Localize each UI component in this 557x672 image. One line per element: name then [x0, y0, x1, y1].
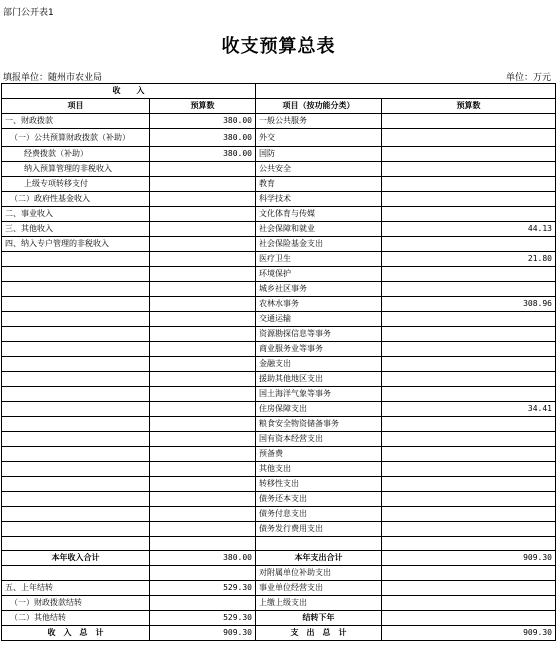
expense-item: 住房保障支出	[256, 402, 382, 417]
table-row	[2, 581, 556, 596]
income-item	[2, 402, 150, 417]
income-grand-value: 909.30	[150, 626, 256, 641]
expense-grand-value: 909.30	[382, 626, 556, 641]
budget-table	[1, 83, 556, 641]
expense-amount	[382, 447, 556, 462]
table-row	[2, 477, 556, 492]
reporting-unit: 填报单位：随州市农业局	[3, 73, 103, 83]
expense-item: 城乡社区事务	[256, 282, 382, 297]
table-row	[2, 177, 556, 192]
income-item	[2, 566, 150, 581]
income-amount: 529.30	[150, 581, 256, 596]
income-amount	[150, 192, 256, 207]
table-row	[2, 537, 556, 551]
table-row	[2, 312, 556, 327]
table-row	[2, 129, 556, 147]
income-item	[2, 312, 150, 327]
expense-item: 粮食安全物资储备事务	[256, 417, 382, 432]
expense-amount: 21.80	[382, 252, 556, 267]
expense-total-label: 本年支出合计	[256, 551, 382, 566]
expense-header	[256, 84, 556, 99]
expense-amount	[382, 207, 556, 222]
expense-amount-header: 预算数	[382, 99, 556, 114]
income-amount	[150, 492, 256, 507]
expense-amount	[382, 282, 556, 297]
income-amount	[150, 447, 256, 462]
expense-amount	[382, 462, 556, 477]
expense-amount	[382, 432, 556, 447]
table-row	[2, 596, 556, 611]
income-amount	[150, 222, 256, 237]
income-total-label: 本年收入合计	[2, 551, 150, 566]
expense-item: 债务付息支出	[256, 507, 382, 522]
doc-label: 部门公开表1	[3, 8, 54, 18]
income-item	[2, 327, 150, 342]
expense-amount	[382, 611, 556, 626]
income-item: 一、财政拨款	[2, 114, 150, 129]
table-row	[2, 402, 556, 417]
expense-amount	[382, 387, 556, 402]
expense-amount	[382, 327, 556, 342]
table-row	[2, 192, 556, 207]
income-amount	[150, 372, 256, 387]
income-amount	[150, 387, 256, 402]
income-item	[2, 252, 150, 267]
table-row	[2, 282, 556, 297]
expense-item: 资源勘探信息等事务	[256, 327, 382, 342]
income-item	[2, 432, 150, 447]
income-amount	[150, 312, 256, 327]
income-item: 三、其他收入	[2, 222, 150, 237]
expense-item: 国土海洋气象等事务	[256, 387, 382, 402]
expense-amount	[382, 162, 556, 177]
income-item	[2, 297, 150, 312]
income-item: （二）政府性基金收入	[2, 192, 150, 207]
table-row	[2, 222, 556, 237]
expense-item: 债务还本支出	[256, 492, 382, 507]
table-row	[2, 162, 556, 177]
expense-amount	[382, 267, 556, 282]
expense-item: 其他支出	[256, 462, 382, 477]
expense-amount	[382, 581, 556, 596]
table-row	[2, 147, 556, 162]
table-row	[2, 507, 556, 522]
page-title: 收支预算总表	[221, 36, 336, 57]
table-row	[2, 357, 556, 372]
table-row	[2, 327, 556, 342]
expense-item: 事业单位经营支出	[256, 581, 382, 596]
table-row	[2, 387, 556, 402]
expense-total: 909.30	[382, 551, 556, 566]
expense-item: 对附属单位补助支出	[256, 566, 382, 581]
expense-item: 外交	[256, 129, 382, 147]
income-item: 五、上年结转	[2, 581, 150, 596]
expense-item: 预备费	[256, 447, 382, 462]
expense-item: 农林水事务	[256, 297, 382, 312]
expense-amount	[382, 537, 556, 551]
table-row	[2, 114, 556, 129]
income-item	[2, 522, 150, 537]
income-amount	[150, 327, 256, 342]
expense-item: 公共安全	[256, 162, 382, 177]
expense-amount	[382, 372, 556, 387]
expense-item: 环境保护	[256, 267, 382, 282]
income-item	[2, 282, 150, 297]
expense-amount	[382, 477, 556, 492]
table-row	[2, 207, 556, 222]
expense-item: 社会保障和就业	[256, 222, 382, 237]
expense-amount	[382, 596, 556, 611]
expense-amount	[382, 192, 556, 207]
table-row	[2, 342, 556, 357]
expense-item: 金融支出	[256, 357, 382, 372]
table-row	[2, 611, 556, 626]
income-item: 经费拨款（补助）	[2, 147, 150, 162]
income-amount	[150, 402, 256, 417]
expense-amount	[382, 417, 556, 432]
table-row	[2, 462, 556, 477]
income-item	[2, 357, 150, 372]
table-row	[2, 447, 556, 462]
expense-item: 医疗卫生	[256, 252, 382, 267]
income-amount	[150, 417, 256, 432]
table-row	[2, 566, 556, 581]
expense-amount: 34.41	[382, 402, 556, 417]
income-amount	[150, 162, 256, 177]
income-amount	[150, 207, 256, 222]
grand-total-row	[2, 626, 556, 641]
income-item	[2, 462, 150, 477]
income-amount	[150, 177, 256, 192]
expense-item: 文化体育与传媒	[256, 207, 382, 222]
income-item	[2, 372, 150, 387]
totals-row	[2, 551, 556, 566]
expense-amount	[382, 566, 556, 581]
expense-amount	[382, 312, 556, 327]
income-amount	[150, 596, 256, 611]
income-amount: 380.00	[150, 114, 256, 129]
income-amount	[150, 537, 256, 551]
expense-amount: 308.96	[382, 297, 556, 312]
income-item	[2, 537, 150, 551]
expense-item: 国防	[256, 147, 382, 162]
expense-item: 债务发行费用支出	[256, 522, 382, 537]
income-item	[2, 477, 150, 492]
income-amount	[150, 282, 256, 297]
income-item-header: 项目	[2, 99, 150, 114]
expense-grand-label: 支 出 总 计	[256, 626, 382, 641]
table-row	[2, 492, 556, 507]
income-header: 收 入	[2, 84, 256, 99]
expense-amount	[382, 147, 556, 162]
income-item: 上级专项转移支付	[2, 177, 150, 192]
expense-item: 科学技术	[256, 192, 382, 207]
table-row	[2, 237, 556, 252]
expense-item: 国有资本经营支出	[256, 432, 382, 447]
income-item	[2, 387, 150, 402]
expense-item: 教育	[256, 177, 382, 192]
income-total: 380.00	[150, 551, 256, 566]
table-row	[2, 372, 556, 387]
income-amount	[150, 432, 256, 447]
expense-item: 上缴上级支出	[256, 596, 382, 611]
expense-item: 援助其他地区支出	[256, 372, 382, 387]
income-amount	[150, 477, 256, 492]
currency-unit: 单位：万元	[505, 73, 551, 83]
income-item	[2, 492, 150, 507]
expense-item: 社会保险基金支出	[256, 237, 382, 252]
income-amount	[150, 357, 256, 372]
income-item	[2, 507, 150, 522]
income-item: （二）其他结转	[2, 611, 150, 626]
expense-amount	[382, 357, 556, 372]
table-row	[2, 522, 556, 537]
table-row	[2, 252, 556, 267]
expense-item-header: 项目（按功能分类）	[256, 99, 382, 114]
income-amount	[150, 237, 256, 252]
table-row	[2, 417, 556, 432]
expense-amount	[382, 177, 556, 192]
expense-item: 一般公共服务	[256, 114, 382, 129]
income-item	[2, 342, 150, 357]
expense-item: 结转下年	[256, 611, 382, 626]
income-item	[2, 447, 150, 462]
expense-amount	[382, 522, 556, 537]
income-amount	[150, 507, 256, 522]
income-amount	[150, 522, 256, 537]
income-amount	[150, 252, 256, 267]
income-amount: 380.00	[150, 147, 256, 162]
income-amount	[150, 566, 256, 581]
income-amount-header: 预算数	[150, 99, 256, 114]
expense-item: 交通运输	[256, 312, 382, 327]
income-item: （一）财政拨款结转	[2, 596, 150, 611]
income-amount	[150, 462, 256, 477]
income-item: （一）公共预算财政拨款（补助）	[2, 129, 150, 147]
expense-item: 商业服务业等事务	[256, 342, 382, 357]
income-grand-label: 收 入 总 计	[2, 626, 150, 641]
income-amount	[150, 267, 256, 282]
income-item	[2, 417, 150, 432]
table-row	[2, 267, 556, 282]
expense-amount: 44.13	[382, 222, 556, 237]
expense-item	[256, 537, 382, 551]
income-amount: 380.00	[150, 129, 256, 147]
income-item: 纳入预算管理的非税收入	[2, 162, 150, 177]
table-row	[2, 297, 556, 312]
expense-amount	[382, 129, 556, 147]
expense-amount	[382, 492, 556, 507]
income-item	[2, 267, 150, 282]
income-amount	[150, 342, 256, 357]
income-item: 二、事业收入	[2, 207, 150, 222]
expense-item: 转移性支出	[256, 477, 382, 492]
expense-amount	[382, 342, 556, 357]
expense-amount	[382, 237, 556, 252]
table-row	[2, 432, 556, 447]
expense-amount	[382, 114, 556, 129]
income-amount	[150, 297, 256, 312]
income-amount: 529.30	[150, 611, 256, 626]
income-item: 四、纳入专户管理的非税收入	[2, 237, 150, 252]
expense-amount	[382, 507, 556, 522]
